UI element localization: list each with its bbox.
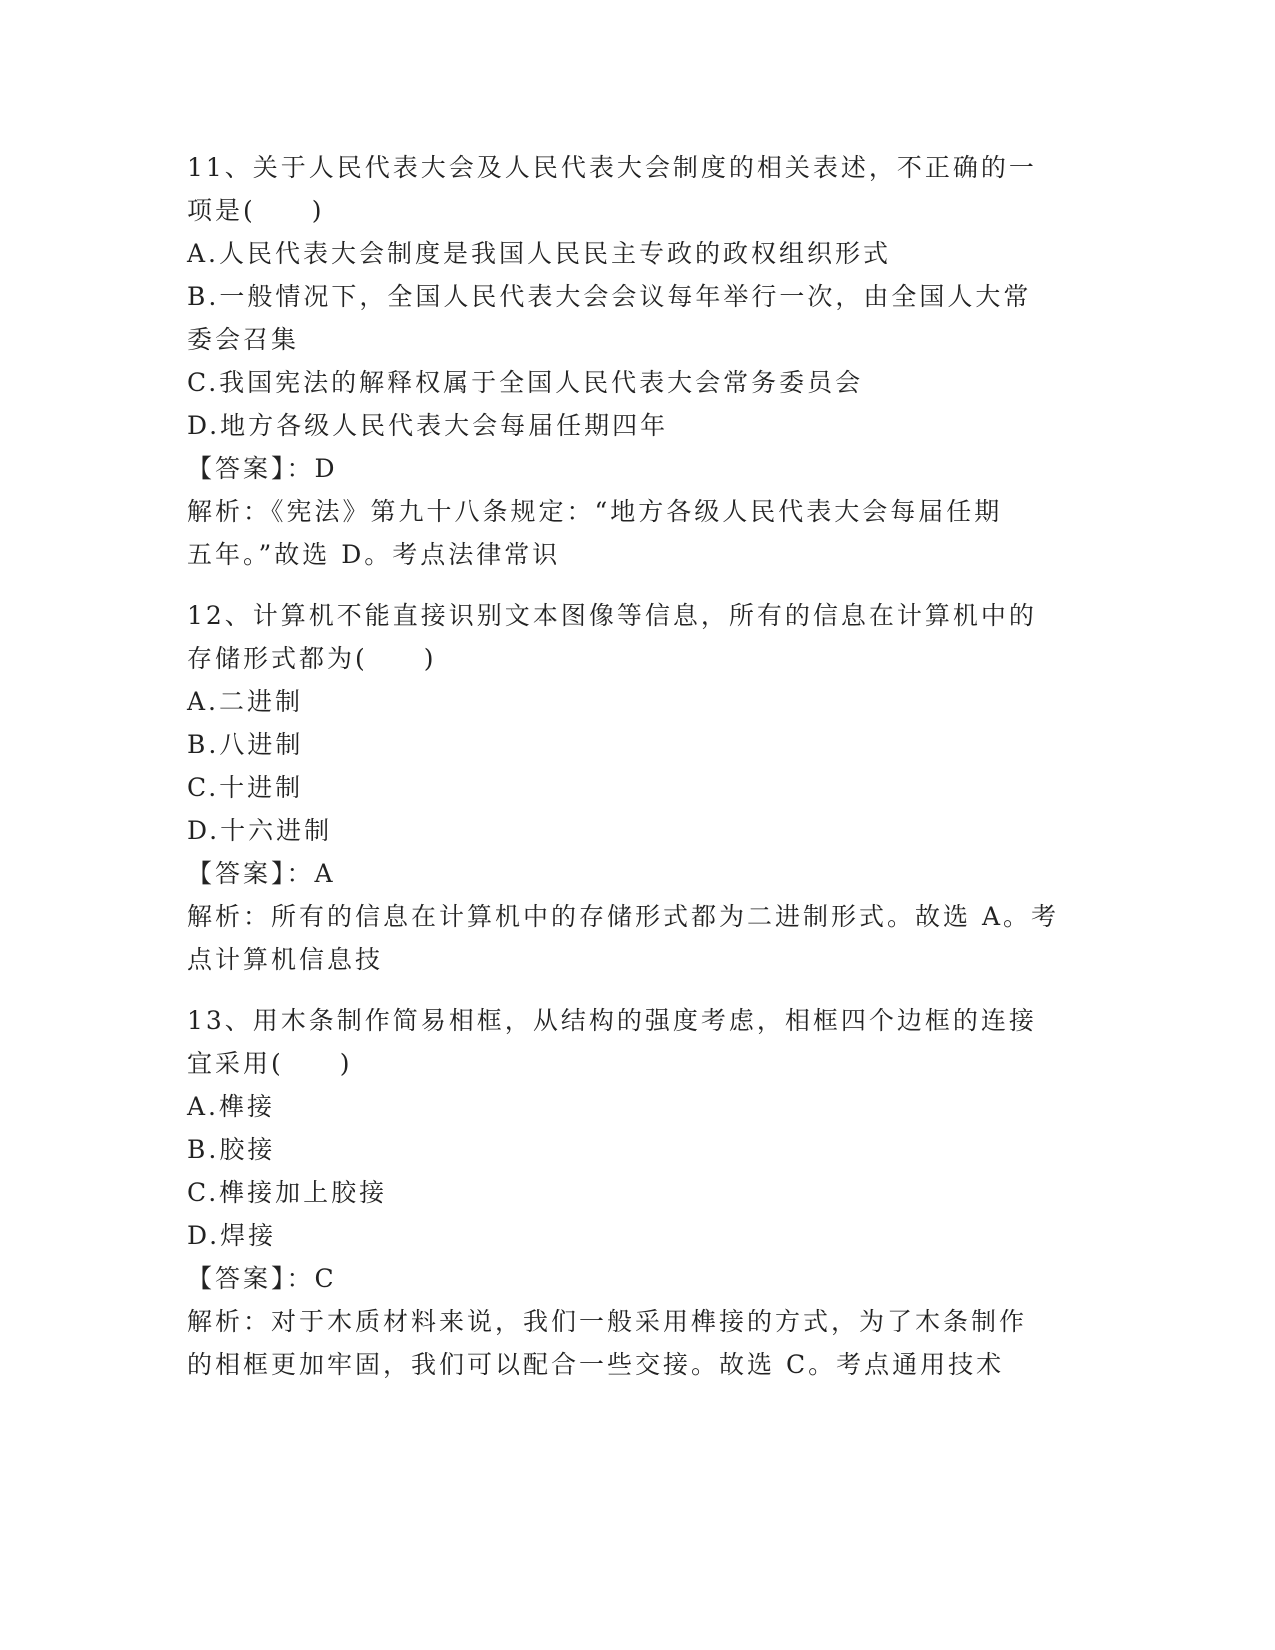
question-stem-line: 项是( ) [187,196,325,225]
option-d: D.十六进制 [187,816,333,845]
document-page [187,146,1087,1404]
question-stem-line: 存储形式都为( ) [187,644,437,673]
question-13 [187,999,1087,1386]
option-a: A.人民代表大会制度是我国人民民主专政的政权组织形式 [187,239,892,268]
question-stem-line: 宜采用( ) [187,1049,353,1078]
option-c: C.十进制 [187,773,304,802]
analysis-line: 五年。”故选 D。考点法律常识 [187,540,561,569]
analysis-line: 解析：《宪法》第九十八条规定：“地方各级人民代表大会每届任期 [187,497,1003,526]
question-stem-line: 12、计算机不能直接识别文本图像等信息，所有的信息在计算机中的 [187,601,1037,630]
question-stem-line: 13、用木条制作简易相框，从结构的强度考虑，相框四个边框的连接 [187,1006,1037,1035]
option-c: C.我国宪法的解释权属于全国人民代表大会常务委员会 [187,368,864,397]
question-stem-line: 11、关于人民代表大会及人民代表大会制度的相关表述，不正确的一 [187,153,1037,182]
analysis-line: 解析：对于木质材料来说，我们一般采用榫接的方式，为了木条制作 [187,1307,1028,1336]
answer-line: 【答案】：A [187,859,336,888]
option-b: B.八进制 [187,730,304,759]
answer-line: 【答案】：C [187,1264,337,1293]
option-a: A.榫接 [187,1092,276,1121]
option-c: C.榫接加上胶接 [187,1178,388,1207]
answer-line: 【答案】：D [187,454,338,483]
option-d: D.地方各级人民代表大会每届任期四年 [187,411,669,440]
analysis-line: 解析：所有的信息在计算机中的存储形式都为二进制形式。故选 A。考 [187,902,1060,931]
option-d: D.焊接 [187,1221,277,1250]
analysis-line: 的相框更加牢固，我们可以配合一些交接。故选 C。考点通用技术 [187,1350,1005,1379]
option-a: A.二进制 [187,687,304,716]
question-11 [187,146,1087,576]
analysis-line: 点计算机信息技 [187,945,384,974]
option-b: B.胶接 [187,1135,276,1164]
option-b-continued: 委会召集 [187,325,300,354]
question-12 [187,594,1087,981]
option-b: B.一般情况下，全国人民代表大会会议每年举行一次，由全国人大常 [187,282,1032,311]
